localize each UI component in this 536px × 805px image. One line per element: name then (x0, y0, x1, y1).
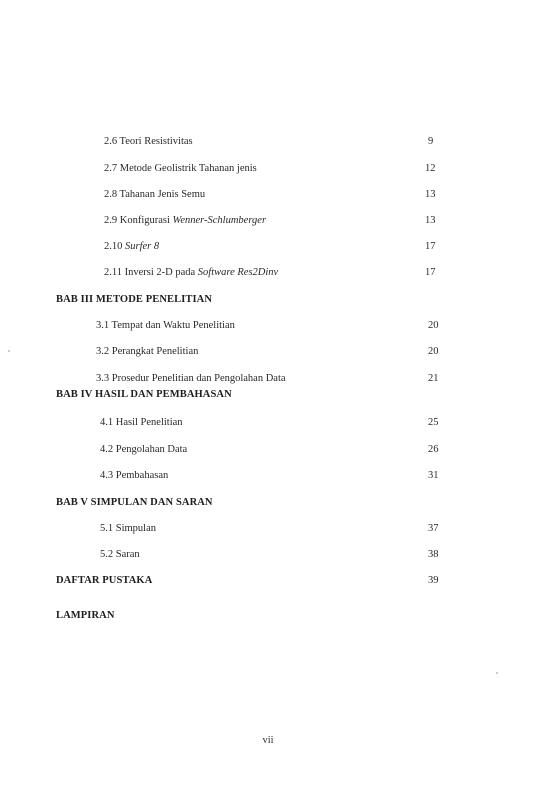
toc-entry-label (104, 239, 159, 255)
toc-entry-3-2 (0, 344, 536, 360)
toc-chapter-bab-v (0, 495, 536, 511)
toc-entry-5-1 (0, 521, 536, 537)
toc-entry-label: 2.7 Metode Geolistrik Tahanan jenis (104, 163, 257, 174)
toc-entry-page: 13 (425, 215, 436, 226)
toc-entry-label: 5.2 Saran (100, 549, 140, 560)
toc-entry-label-italic: Surfer 8 (125, 241, 160, 252)
toc-entry-3-1 (0, 318, 536, 334)
scan-speck (496, 672, 498, 674)
chapter-heading: BAB III METODE PENELITIAN (56, 294, 213, 305)
page-number-footer: vii (262, 735, 274, 746)
toc-entry-5-2 (0, 547, 536, 563)
toc-entry-page: 37 (428, 523, 439, 534)
toc-entry-page: 39 (428, 575, 439, 586)
toc-entry-label-text: 2.10 (104, 241, 125, 252)
toc-entry-page: 38 (428, 549, 439, 560)
toc-entry-label: 4.3 Pembahasan (100, 470, 169, 481)
toc-entry-4-1 (0, 415, 536, 431)
toc-entry-label: 4.2 Pengolahan Data (100, 444, 188, 455)
toc-entry-label-text: 2.9 Konfigurasi (104, 215, 173, 226)
toc-entry-label: 3.2 Perangkat Penelitian (96, 346, 199, 357)
scan-speck (8, 350, 10, 352)
toc-entry-label (104, 213, 266, 229)
toc-entry-4-3 (0, 468, 536, 484)
toc-chapter-daftar-pustaka (0, 573, 536, 589)
toc-chapter-bab-iii (0, 292, 536, 308)
toc-entry-2-6 (0, 134, 536, 150)
toc-entry-page: 31 (428, 470, 439, 481)
toc-entry-label-italic: Software Res2Dinv (197, 267, 279, 278)
toc-entry-label: 4.1 Hasil Penelitian (100, 417, 183, 428)
toc-entry-page: 17 (425, 241, 436, 252)
toc-entry-page: 20 (428, 320, 439, 331)
toc-entry-page: 13 (425, 189, 436, 200)
toc-entry-page: 12 (425, 163, 436, 174)
toc-entry-label: 2.8 Tahanan Jenis Semu (104, 189, 206, 200)
toc-entry-page: 21 (428, 373, 439, 384)
toc-entry-4-2 (0, 442, 536, 458)
toc-entry-2-8 (0, 187, 536, 203)
toc-entry-page: 25 (428, 417, 439, 428)
toc-entry-2-9 (0, 213, 536, 229)
toc-entry-label: 3.1 Tempat dan Waktu Penelitian (96, 320, 235, 331)
toc-entry-page: 9 (428, 136, 434, 147)
toc-entry-2-10 (0, 239, 536, 255)
chapter-heading: DAFTAR PUSTAKA (56, 575, 153, 586)
toc-entry-2-7 (0, 161, 536, 177)
toc-entry-page: 26 (428, 444, 439, 455)
toc-entry-3-3 (0, 371, 536, 387)
toc-entry-label: 3.3 Prosedur Penelitian dan Pengolahan Data (96, 373, 286, 384)
toc-entry-page: 17 (425, 267, 436, 278)
chapter-heading: BAB V SIMPULAN DAN SARAN (56, 497, 213, 508)
toc-entry-label: 5.1 Simpulan (100, 523, 157, 534)
toc-entry-label-italic: Wenner-Schlumberger (172, 215, 267, 226)
toc-entry-label: 2.6 Teori Resistivitas (104, 136, 193, 147)
toc-entry-page: 20 (428, 346, 439, 357)
toc-entry-label (104, 265, 278, 281)
toc-chapter-lampiran (0, 608, 536, 624)
toc-entry-label-text: 2.11 Inversi 2-D pada (104, 267, 198, 278)
chapter-heading: BAB IV HASIL DAN PEMBAHASAN (56, 389, 232, 400)
chapter-heading: LAMPIRAN (56, 610, 115, 621)
toc-entry-2-11 (0, 265, 536, 281)
toc-chapter-bab-iv (0, 387, 536, 403)
